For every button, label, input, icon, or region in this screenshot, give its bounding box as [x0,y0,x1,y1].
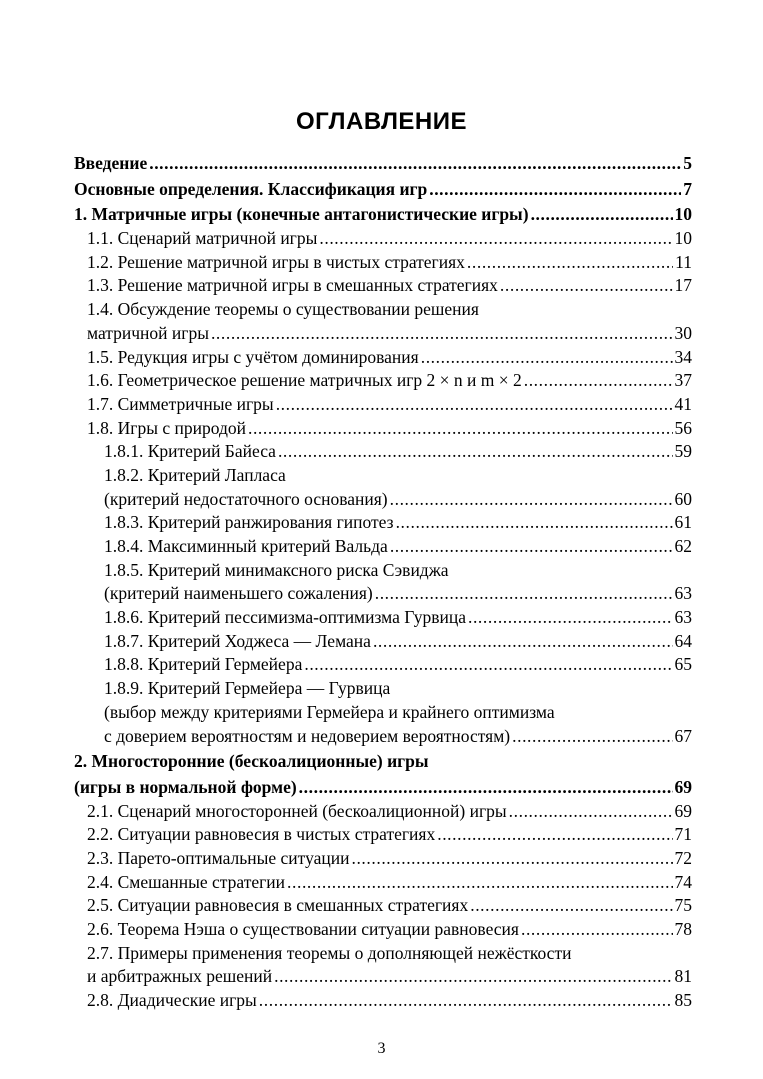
toc-entry-title: 2.4. Смешанные стратегии [87,871,286,892]
toc-entry-line: 2. Многосторонние (бескоалиционные) игры [74,751,429,772]
toc-entry [74,369,692,393]
toc-entry [74,989,692,1013]
dot-leader [351,847,672,871]
toc-entry [74,152,692,176]
toc-entry [74,847,692,871]
toc-entry [74,823,692,847]
toc-entry-title: 1.5. Редукция игры с учётом доминирования [87,346,419,367]
toc-entry-title: и арбитражных решений [87,966,273,987]
toc-entry-title: 1. Матричные игры (конечные антагонистические игры) [74,204,529,225]
toc-entry-line: (выбор между критериями Гермейера и крайнего оптимизма [104,701,555,722]
toc-entry-title: 1.7. Симметричные игры [87,393,274,414]
toc-entry-page: 69 [674,776,692,797]
toc-entry-page: 74 [674,871,692,892]
toc-entry-page: 72 [674,847,692,868]
toc-entry-title: 1.6. Геометрическое решение матричных игр 2 × n и m × 2 [87,370,522,391]
dot-leader [149,152,681,176]
toc-entry-page: 37 [674,370,692,391]
toc-entry [74,440,692,464]
toc-entry-page: 7 [683,178,692,199]
dot-leader [470,894,672,918]
toc-entry-title: 1.2. Решение матричной игры в чистых стратегиях [87,251,465,272]
toc-entry-page: 59 [674,441,692,462]
toc-entry [74,511,692,535]
dot-leader [521,918,673,942]
toc-entry-title: 1.8.7. Критерий Ходжеса — Лемана [104,630,371,651]
toc-entry-page: 63 [674,583,692,604]
toc-entry-page: 64 [674,630,692,651]
toc-entry-page: 71 [674,824,692,845]
toc-entry-title: 1.8.8. Критерий Гермейера [104,654,303,675]
toc-entry-page: 10 [674,204,692,225]
dot-leader [512,725,672,749]
dot-leader [390,488,673,512]
dot-leader [429,178,681,202]
toc-entry-page: 67 [674,725,692,746]
toc-entry-line: 2.7. Примеры применения теоремы о дополняющей нежёсткости [87,942,572,963]
dot-leader [390,535,673,559]
toc-entry-page: 10 [674,228,692,249]
toc-entry-page: 85 [674,990,692,1011]
toc-entry [74,776,692,800]
toc-entry [74,918,692,942]
toc-entry [74,227,692,251]
dot-leader [211,322,673,346]
toc-entry-page: 56 [674,417,692,438]
toc-entry [74,800,692,824]
toc-entry-page: 5 [683,153,692,173]
toc-entry-line: 1.8.2. Критерий Лапласа [104,464,286,485]
toc-entry-title: 1.8. Игры с природой [87,417,246,438]
dot-leader [421,346,673,370]
dot-leader [500,274,673,298]
toc-entry [74,417,692,441]
toc-entry [74,535,692,559]
toc-entry-title: 1.8.3. Критерий ранжирования гипотез [104,512,394,533]
dot-leader [304,653,672,677]
toc-entry-title: Основные определения. Классификация игр [74,178,428,199]
dot-leader [509,800,673,824]
toc-entry-page: 78 [674,919,692,939]
toc-entry [74,346,692,370]
toc-entry-title: 2.3. Парето-оптимальные ситуации [87,847,350,868]
toc-entry-title: 2.2. Ситуации равновесия в чистых стратегиях [87,824,436,845]
toc-entry-page: 63 [674,607,692,628]
toc-entry-page: 61 [674,512,692,533]
toc-entry-page: 30 [674,322,692,343]
dot-leader [287,871,672,895]
toc-entry-title: (критерий недостаточного основания) [104,488,388,509]
toc-entry [74,393,692,417]
dot-leader [468,606,673,630]
dot-leader [299,776,673,800]
toc-entry [74,871,692,895]
dot-leader [276,393,673,417]
toc-entry-line: 1.8.9. Критерий Гермейера — Гурвица [104,678,391,699]
toc-entry-title: Введение [74,153,148,173]
dot-leader [259,989,673,1013]
toc-entry-title: 2.5. Ситуации равновесия в смешанных стратегиях [87,895,469,916]
dot-leader [437,823,672,847]
dot-leader [396,511,673,535]
toc-entry [74,251,692,275]
toc-entry [74,488,692,512]
dot-leader [531,203,673,227]
toc-entry-page: 60 [674,488,692,509]
toc-entry-title: (критерий наименьшего сожаления) [104,583,373,604]
toc-entry [74,725,692,749]
toc-entry [74,606,692,630]
dot-leader [274,965,672,989]
toc-entry [74,582,692,606]
toc-entry-title: 2.1. Сценарий многосторонней (бескоалиционной) игры [87,800,507,821]
toc-entry [74,274,692,298]
toc-entry-title: 1.1. Сценарий матричной игры [87,228,318,249]
page-number: 3 [377,1040,386,1057]
toc-entry [74,322,692,346]
toc-entry-line: 1.8.5. Критерий минимаксного риска Сэвиджа [104,559,449,580]
toc-entry-page: 81 [674,966,692,987]
toc-entry-title: (игры в нормальной форме) [74,776,297,797]
toc-entry-page: 65 [674,654,692,675]
toc-entry-page: 69 [674,800,692,821]
toc-entry-title: 1.8.6. Критерий пессимизма-оптимизма Гурвица [104,607,466,628]
toc-entry-line: 1.4. Обсуждение теоремы о существовании решения [87,299,479,320]
toc-entry [74,894,692,918]
dot-leader [248,417,673,441]
toc-entry [74,630,692,654]
toc-entry [74,965,692,989]
table-of-contents [74,150,692,1013]
dot-leader [278,440,673,464]
toc-entry-page: 17 [674,275,692,296]
page-title: ОГЛАВЛЕНИЕ [295,108,468,135]
toc-entry-page: 62 [674,536,692,556]
toc-entry [74,203,692,227]
toc-entry-title: матричной игры [87,322,209,343]
toc-entry-page: 11 [675,251,692,272]
dot-leader [375,582,673,606]
dot-leader [373,630,673,654]
toc-entry-page: 75 [674,895,692,916]
toc-entry-title: с доверием вероятностям и недоверием вероятностям) [104,725,511,746]
dot-leader [524,369,673,393]
dot-leader [319,227,672,251]
toc-entry-title: 2.8. Диадические игры [87,990,257,1011]
toc-entry [74,178,692,202]
toc-entry [74,653,692,677]
dot-leader [467,251,673,275]
toc-entry-title: 1.8.4. Максиминный критерий Вальда [104,536,388,556]
toc-entry-page: 34 [674,346,692,367]
toc-entry-page: 41 [674,393,692,414]
toc-entry-title: 1.3. Решение матричной игры в смешанных стратегиях [87,275,498,296]
toc-entry-title: 2.6. Теорема Нэша о существовании ситуации равновесия [87,919,519,939]
toc-entry-title: 1.8.1. Критерий Байеса [104,441,276,462]
